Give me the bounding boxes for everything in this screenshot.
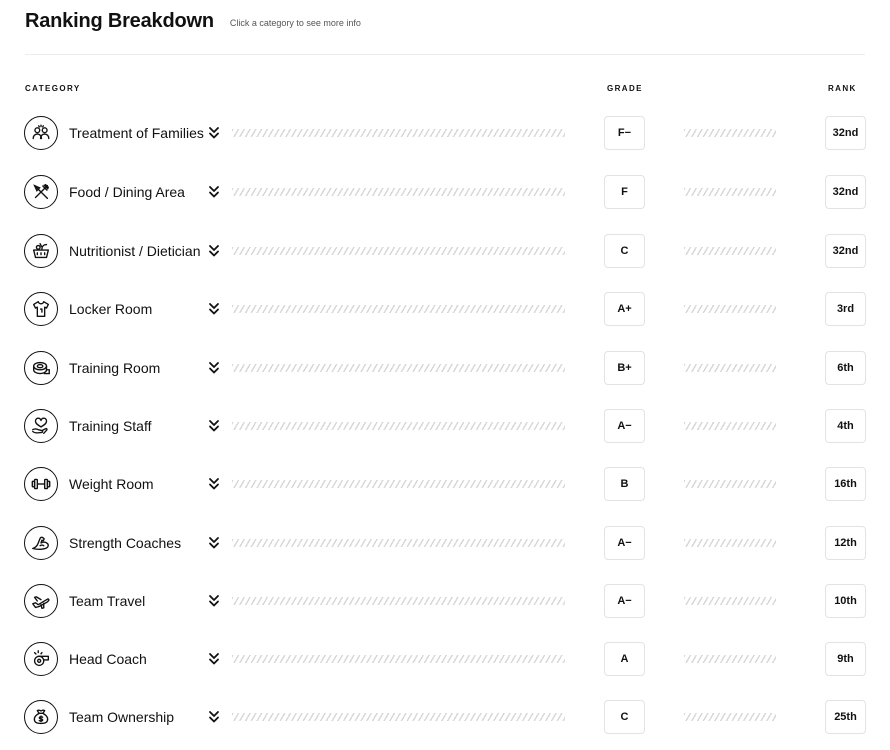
chevron-down-icon[interactable] — [207, 360, 221, 376]
grade-bar — [684, 364, 776, 372]
chevron-down-icon[interactable] — [207, 593, 221, 609]
category-row-team-ownership[interactable] — [0, 700, 890, 750]
rank-badge: 32nd — [825, 116, 866, 150]
category-bar — [232, 480, 565, 488]
page-title: Ranking Breakdown — [25, 10, 214, 32]
category-label: Locker Room — [69, 301, 153, 317]
grade-badge: C — [604, 700, 645, 734]
airplane-icon — [24, 584, 58, 618]
grade-badge: A− — [604, 526, 645, 560]
chevron-down-icon[interactable] — [207, 418, 221, 434]
chevron-down-icon[interactable] — [207, 125, 221, 141]
jersey-icon — [24, 292, 58, 326]
category-bar — [232, 364, 565, 372]
column-header-category: CATEGORY — [25, 84, 81, 93]
grade-bar — [684, 188, 776, 196]
category-row-weight-room[interactable] — [0, 467, 890, 525]
grade-bar — [684, 480, 776, 488]
category-label: Training Staff — [69, 418, 152, 434]
rank-badge: 6th — [825, 351, 866, 385]
category-label: Strength Coaches — [69, 535, 182, 551]
chevron-down-icon[interactable] — [207, 243, 221, 259]
chevron-down-icon[interactable] — [207, 476, 221, 492]
whistle-icon — [24, 642, 58, 676]
chevron-down-icon[interactable] — [207, 184, 221, 200]
grade-badge: F− — [604, 116, 645, 150]
grade-bar — [684, 713, 776, 721]
category-bar — [232, 713, 565, 721]
grade-badge: F — [604, 175, 645, 209]
category-row-locker-room[interactable] — [0, 292, 890, 350]
column-header-grade: GRADE — [607, 84, 643, 93]
category-bar — [232, 422, 565, 430]
category-row-training-staff[interactable] — [0, 409, 890, 467]
grade-badge: A− — [604, 584, 645, 618]
category-label: Weight Room — [69, 476, 154, 492]
family-icon — [24, 116, 58, 150]
money-bag-icon — [24, 700, 58, 734]
category-row-head-coach[interactable] — [0, 642, 890, 700]
rank-badge: 4th — [825, 409, 866, 443]
chevron-down-icon[interactable] — [207, 651, 221, 667]
grade-badge: A+ — [604, 292, 645, 326]
category-bar — [232, 188, 565, 196]
grade-bar — [684, 655, 776, 663]
grade-badge: A− — [604, 409, 645, 443]
rank-badge: 10th — [825, 584, 866, 618]
category-row-team-travel[interactable] — [0, 584, 890, 642]
category-row-food-dining-area[interactable] — [0, 175, 890, 233]
category-label: Training Room — [69, 360, 161, 376]
grade-badge: B+ — [604, 351, 645, 385]
tape-roll-icon — [24, 351, 58, 385]
grade-bar — [684, 305, 776, 313]
rank-badge: 32nd — [825, 175, 866, 209]
category-bar — [232, 129, 565, 137]
flexed-arm-icon — [24, 526, 58, 560]
category-label: Head Coach — [69, 651, 147, 667]
page-subtitle: Click a category to see more info — [229, 18, 361, 28]
rank-badge: 9th — [825, 642, 866, 676]
grade-badge: C — [604, 234, 645, 268]
food-basket-icon — [24, 234, 58, 268]
page-header — [25, 10, 361, 33]
dumbbell-icon — [24, 467, 58, 501]
chevron-down-icon[interactable] — [207, 301, 221, 317]
rank-badge: 12th — [825, 526, 866, 560]
heart-hand-icon — [24, 409, 58, 443]
category-row-nutritionist-dietician[interactable] — [0, 234, 890, 292]
chevron-down-icon[interactable] — [207, 535, 221, 551]
grade-badge: A — [604, 642, 645, 676]
grade-bar — [684, 422, 776, 430]
grade-badge: B — [604, 467, 645, 501]
grade-bar — [684, 247, 776, 255]
grade-bar — [684, 597, 776, 605]
rank-badge: 25th — [825, 700, 866, 734]
category-label: Food / Dining Area — [69, 184, 185, 200]
category-bar — [232, 539, 565, 547]
category-label: Team Ownership — [69, 709, 175, 725]
category-label: Nutritionist / Dietician — [69, 243, 201, 259]
rank-badge: 32nd — [825, 234, 866, 268]
chevron-down-icon[interactable] — [207, 709, 221, 725]
category-label: Team Travel — [69, 593, 146, 609]
grade-bar — [684, 129, 776, 137]
category-row-training-room[interactable] — [0, 351, 890, 409]
category-row-treatment-of-families[interactable] — [0, 116, 890, 174]
category-bar — [232, 305, 565, 313]
category-bar — [232, 597, 565, 605]
grade-bar — [684, 539, 776, 547]
category-label: Treatment of Families — [69, 125, 204, 141]
category-bar — [232, 655, 565, 663]
rank-badge: 3rd — [825, 292, 866, 326]
rank-badge: 16th — [825, 467, 866, 501]
category-bar — [232, 247, 565, 255]
header-divider — [25, 54, 865, 55]
column-header-rank: RANK — [828, 84, 857, 93]
category-row-strength-coaches[interactable] — [0, 526, 890, 584]
fork-knife-icon — [24, 175, 58, 209]
